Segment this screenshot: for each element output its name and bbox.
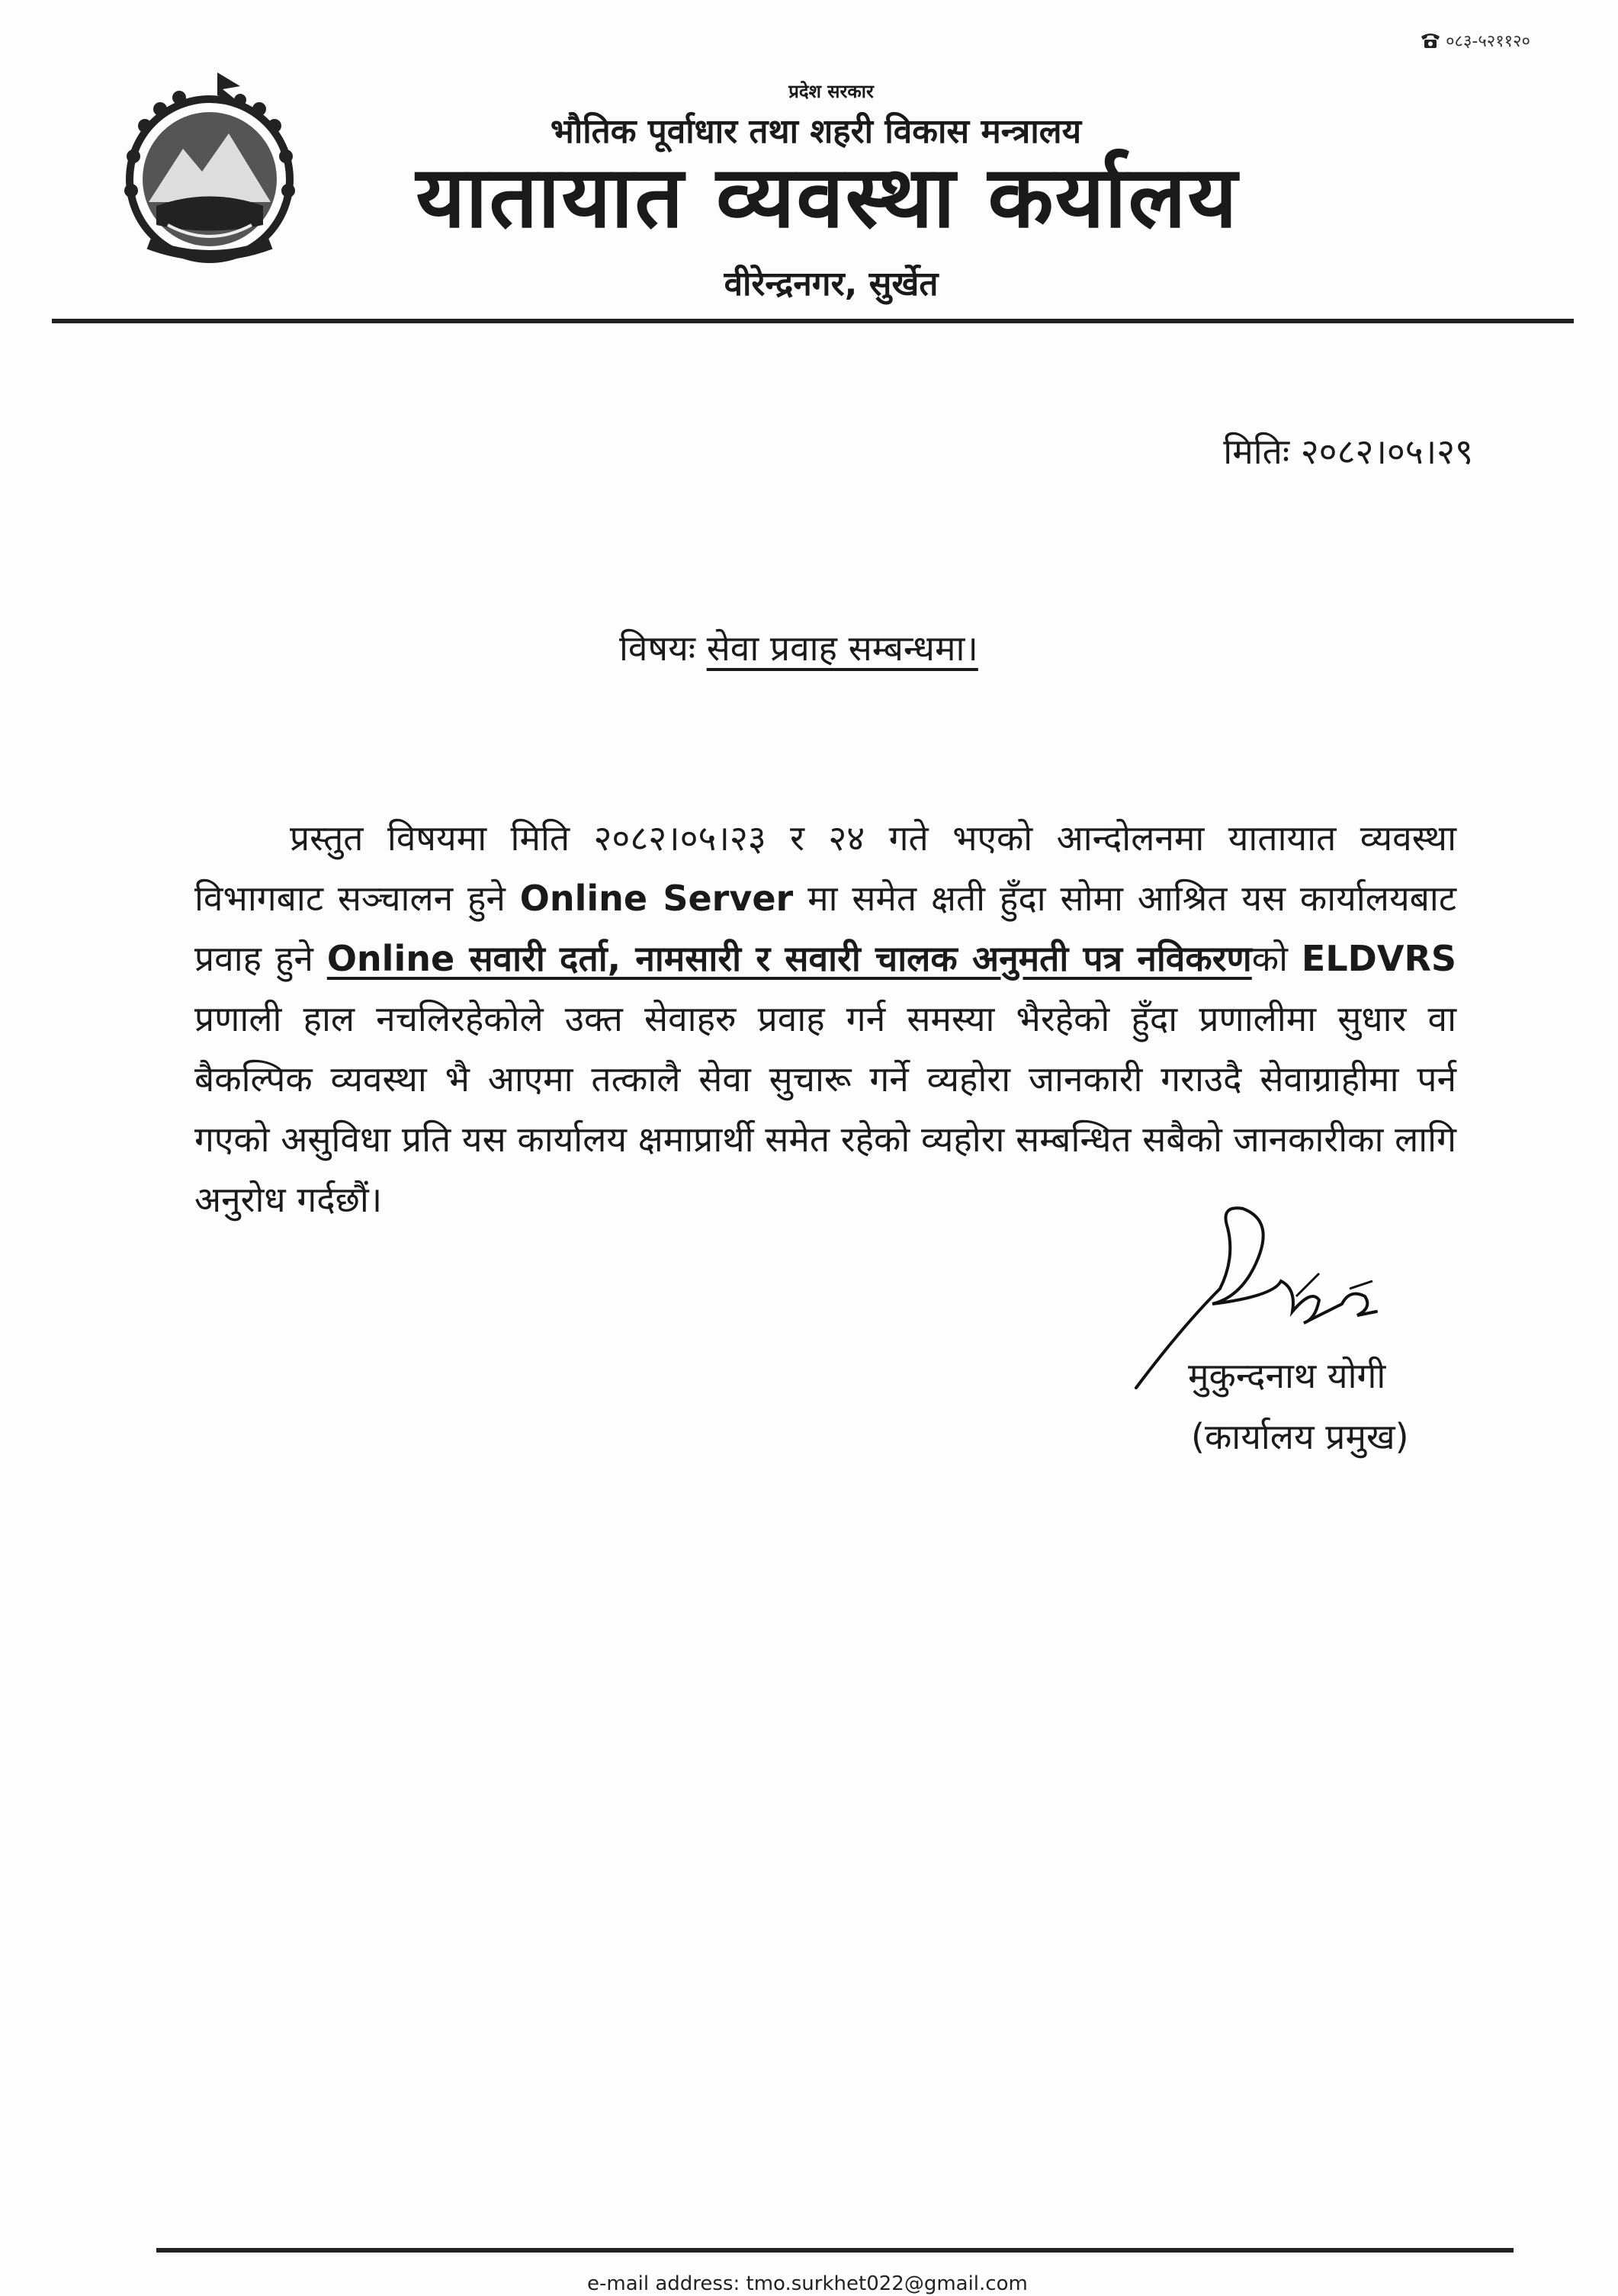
body-services: Online सवारी दर्ता, नामसारी र सवारी चालक अनुमती पत्र नविकरण	[326, 938, 1252, 979]
provincial-government-label: प्रदेश सरकार	[788, 81, 874, 102]
phone-number	[1420, 29, 1530, 52]
footer-email: e-mail address: tmo.surkhet022@gmail.com	[587, 2272, 1028, 2295]
phone-text: ०८३-५२११२०	[1446, 32, 1530, 51]
office-name: यातायात व्यवस्था कर्यालय	[416, 148, 1239, 247]
body-part-3: को	[1251, 938, 1302, 979]
body-part-2: मा समेत क्षती हुँदा सोमा आश्रित यस कार्यालयबाट प्रवाह हुने	[194, 878, 1457, 979]
subject-line	[619, 624, 978, 671]
body-online-server: Online Server	[519, 878, 794, 919]
header-divider	[52, 319, 1574, 323]
letter-body	[194, 808, 1456, 1230]
subject-text: सेवा प्रवाह सम्बन्धमा।	[706, 628, 978, 669]
signatory-title: (कार्यालय प्रमुख)	[1191, 1416, 1409, 1457]
body-part-1: प्रस्तुत विषयमा मिति २०८२।०५।२३ र २४ गते भएको आन्दोलनमा यातायात व्यवस्था विभागबाट सञ्चालन हुने	[194, 817, 1456, 919]
footer-divider	[156, 2248, 1514, 2253]
signatory-name: मुकुन्दनाथ योगी	[1188, 1355, 1386, 1396]
nepal-emblem-icon	[114, 72, 305, 271]
ministry-name: भौतिक पूर्वाधार तथा शहरी विकास मन्त्रालय	[550, 112, 1082, 151]
telephone-icon	[1420, 32, 1441, 49]
subject-label: विषयः	[619, 628, 696, 669]
letter-date: मितिः २०८२।०५।२९	[1223, 431, 1473, 472]
body-part-4: प्रणाली हाल नचलिरहेकोले उक्त सेवाहरु प्रवाह गर्न समस्या भैरहेको हुँदा प्रणालीमा सुधार वा बैकल्पिक व्यवस्था भै आएमा तत्कालै सेवा सुचारू गर्ने व्यहोरा जानकारी गराउदै सेवाग्राहीमा पर्न गएको असुविधा प्रति यस कार्यालय क्षमाप्रार्थी समेत रहेको व्यहोरा सम्बन्धित सबैको जानकारीका लागि अनुरोध गर्दछौं।	[194, 998, 1456, 1220]
body-eldvrs: ELDVRS	[1301, 938, 1456, 979]
office-location: वीरेन्द्रनगर, सुर्खेत	[724, 265, 939, 303]
